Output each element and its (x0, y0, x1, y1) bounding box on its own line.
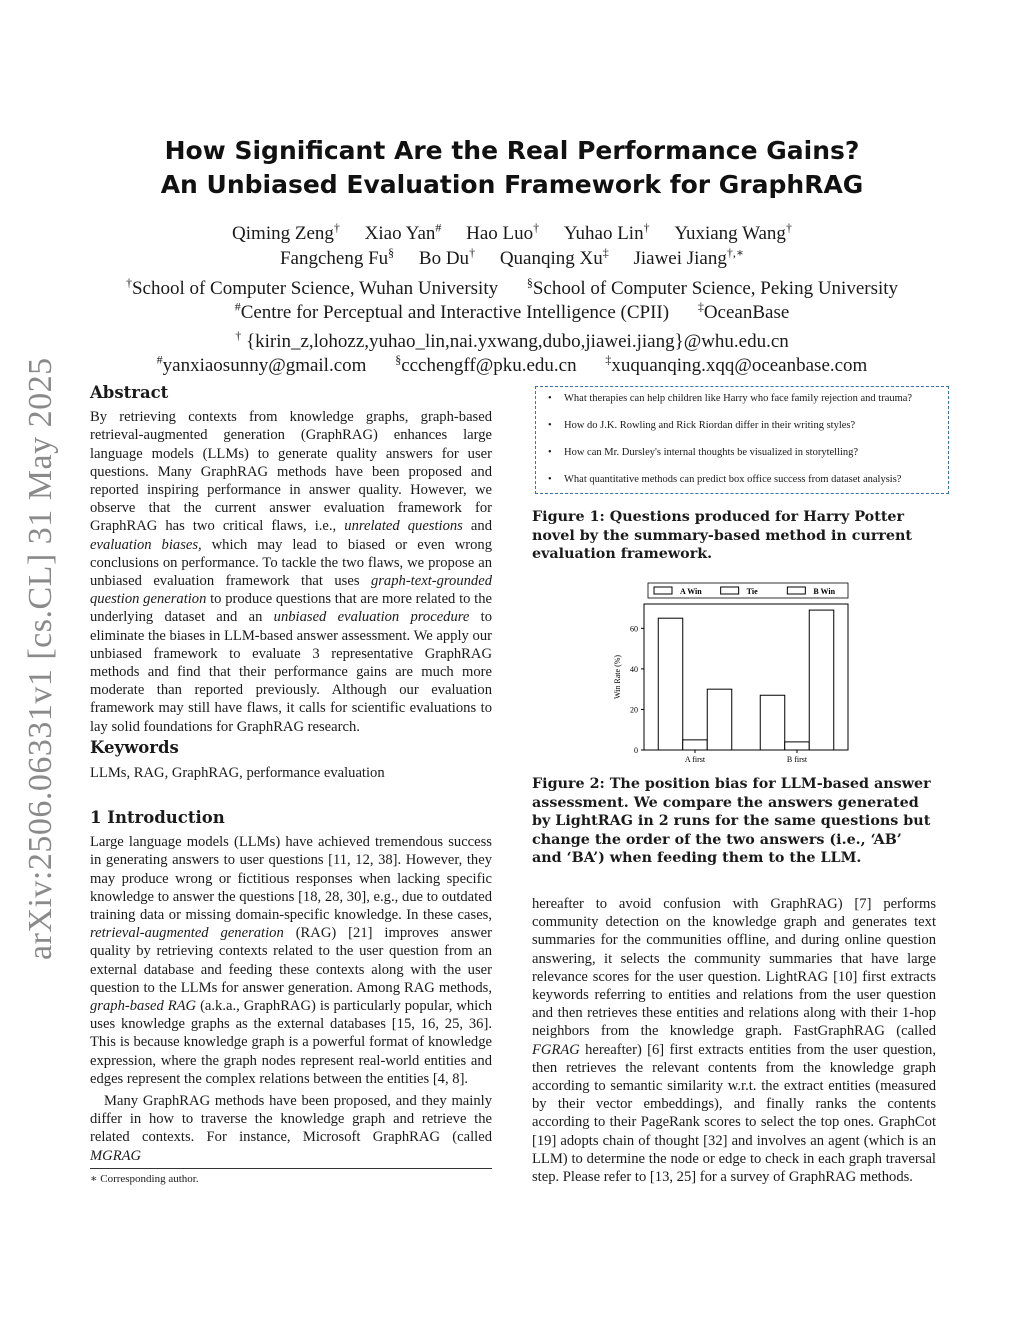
keywords-text: LLMs, RAG, GraphRAG, performance evaluation (90, 765, 385, 782)
figure1-caption: Figure 1: Questions produced for Harry Potter novel by the summary-based method in current evaluation framework. (532, 509, 913, 562)
paper-title (100, 134, 924, 202)
author: Hao Luo† (466, 221, 540, 245)
y-tick-label: 20 (630, 705, 638, 715)
legend-label: B Win (813, 587, 836, 596)
y-tick-label: 60 (630, 624, 638, 634)
introduction-section (90, 809, 492, 1165)
figure2-bar-chart (604, 578, 852, 770)
bar (809, 610, 834, 750)
figure1-question-box (535, 386, 949, 494)
affiliation-pku: §School of Computer Science, Peking University (526, 276, 899, 300)
author: Quanqing Xu‡ (499, 246, 609, 270)
author: Xiao Yan# (364, 221, 442, 245)
intro-paragraph-1: Large language models (LLMs) have achieved tremendous success in generating answers to user questions [11, 12, 38]. However, they may produce wrong or fictitious responses when lacking specific knowledge to answer the questions [18, 28, 30], e.g., due to outdated training data or missing domain-specific knowledge. In these cases, retrieval-augmented generation (RAG) [21] improves answer quality by retrieving contexts related to the user question from an external database and feeding these contexts along with the user question to the LLMs for answer generation. Among RAG methods, graph-based RAG (a.k.a., GraphRAG) is particularly popular, which uses knowledge graphs as the external databases [15, 16, 25, 36]. This is because knowledge graph is a powerful format of knowledge expression, where the graph nodes represent real-world entities and edges represent the complex relations between the entities [4, 8]. (90, 834, 492, 1087)
author: Yuxiang Wang† (674, 221, 792, 245)
figure1-question: • How do J.K. Rowling and Rick Riordan differ in their writing styles? (546, 419, 938, 432)
y-axis-label: Win Rate (%) (613, 654, 622, 700)
affiliation-whu: †School of Computer Science, Wuhan University (125, 276, 499, 300)
bar (707, 689, 732, 750)
intro-paragraph-2-continued: hereafter to avoid confusion with GraphRAG) [7] performs community detection on the knowledge graph and generates text summaries for the communities offline, and during online question answering, it selects the community summaries that have large relevance scores for the user question. LightRAG [10] first extracts keywords referring to entities and relations from the user question and then retrieves these entities and relations along with their 1-hop neighbors from the knowledge graph. FastGraphRAG (called FGRAG hereafter) [6] first extracts entities from the user question, then retrieves the relevant contents from the knowledge graph according to semantic similarity w.r.t. the extract entities (measured by their vector embeddings), and finally ranks the contents according to their PageRank scores to select the top ones. GraphCot [19] adopts chain of thought [32] and involves an agent (which is an LLM) to determine the node or edge to check in each graph traversal step. Please refer to [13, 25] for a survey of GraphRAG methods. (532, 896, 936, 1186)
abstract-section (90, 384, 492, 736)
legend-label: A Win (680, 587, 702, 596)
emails-row-2 (100, 348, 924, 378)
affiliation-oceanbase: ‡OceanBase (697, 300, 790, 324)
author: Jiawei Jiang†,∗ (633, 246, 745, 270)
affiliations-row-2 (100, 295, 924, 325)
figure1-question: • How can Mr. Dursley's internal thoughts be visualized in storytelling? (546, 446, 938, 459)
bar (683, 740, 708, 750)
figure1-question: • What therapies can help children like Harry who face family rejection and trauma? (546, 392, 938, 405)
email-pku: §ccchengff@pku.edu.cn (395, 353, 577, 377)
y-tick-label: 40 (630, 664, 638, 674)
legend-swatch (721, 587, 739, 594)
introduction-heading: 1 Introduction (90, 808, 225, 827)
y-tick-label: 0 (634, 746, 638, 755)
legend-swatch (787, 587, 805, 594)
x-tick-label: B first (786, 755, 808, 764)
intro-paragraph-2: Many GraphRAG methods have been proposed, and they mainly differ in how to traverse the knowledge graph and retrieve the related contexts. For instance, Microsoft GraphRAG (called MGRAG (90, 1093, 492, 1164)
arxiv-identifier: arXiv:2506.06331v1 [cs.CL] 31 May 2025 (22, 357, 59, 960)
keywords-heading: Keywords (90, 738, 179, 757)
bar (658, 618, 683, 750)
legend-label: Tie (746, 587, 758, 596)
abstract-text: By retrieving contexts from knowledge graphs, graph-based retrieval-augmented generation (GraphRAG) enhances large language models (LLMs) to generate quality answers for user questions. Many GraphRAG methods have been proposed and reported inspiring performance in answer quality. However, we observe that the current answer evaluation framework for GraphRAG has two critical flaws, i.e., unrelated questions and evaluation biases, which may lead to biased or even wrong conclusions on performance. To tackle the two flaws, we propose an unbiased evaluation framework that uses graph-text-grounded question generation to produce questions that are more related to the underlying dataset and an unbiased evaluation procedure to eliminate the biases in LLM-based answer assessment. We apply our unbiased framework to evaluate 3 representative GraphRAG methods and find that their performance gains are much more moderate than reported previously. Although our evaluation framework may still have flaws, it calls for scientific evaluations to lay solid foundations for GraphRAG research. (90, 409, 493, 735)
bar (760, 695, 785, 750)
x-tick-label: A first (684, 755, 706, 764)
intro-continued (532, 895, 936, 1186)
footnote: ∗ Corresponding author. (90, 1173, 199, 1185)
bar (785, 742, 810, 750)
figure1-question: • What quantitative methods can predict box office success from dataset analysis? (546, 473, 938, 486)
affiliation-cpii: #Centre for Perceptual and Interactive Intelligence (CPII) (234, 300, 670, 324)
author: Yuhao Lin† (563, 221, 650, 245)
email-oceanbase: ‡xuquanqing.xqq@oceanbase.com (605, 353, 868, 377)
email-yan: #yanxiaosunny@gmail.com (156, 353, 367, 377)
email-whu: † {kirin_z,lohozz,yuhao_lin,nai.yxwang,dubo,jiawei.jiang}@whu.edu.cn (235, 329, 789, 353)
author: Bo Du† (418, 246, 476, 270)
footnote-divider (90, 1168, 492, 1169)
legend-swatch (654, 587, 672, 594)
figure2-caption: Figure 2: The position bias for LLM-based answer assessment. We compare the answers generated by LightRAG in 2 runs for the same questions but change the order of the two answers (i.e., ‘AB’ and ‘BA’) when feeding them to the LLM. (532, 776, 931, 866)
author: Qiming Zeng† (232, 221, 340, 245)
title-line-2: An Unbiased Evaluation Framework for GraphRAG (160, 170, 864, 199)
keywords-section (90, 739, 492, 782)
title-line-1: How Significant Are the Real Performance Gains? (164, 136, 860, 165)
author: Fangcheng Fu§ (279, 246, 395, 270)
author-row-2 (100, 241, 924, 271)
abstract-heading: Abstract (90, 383, 169, 402)
